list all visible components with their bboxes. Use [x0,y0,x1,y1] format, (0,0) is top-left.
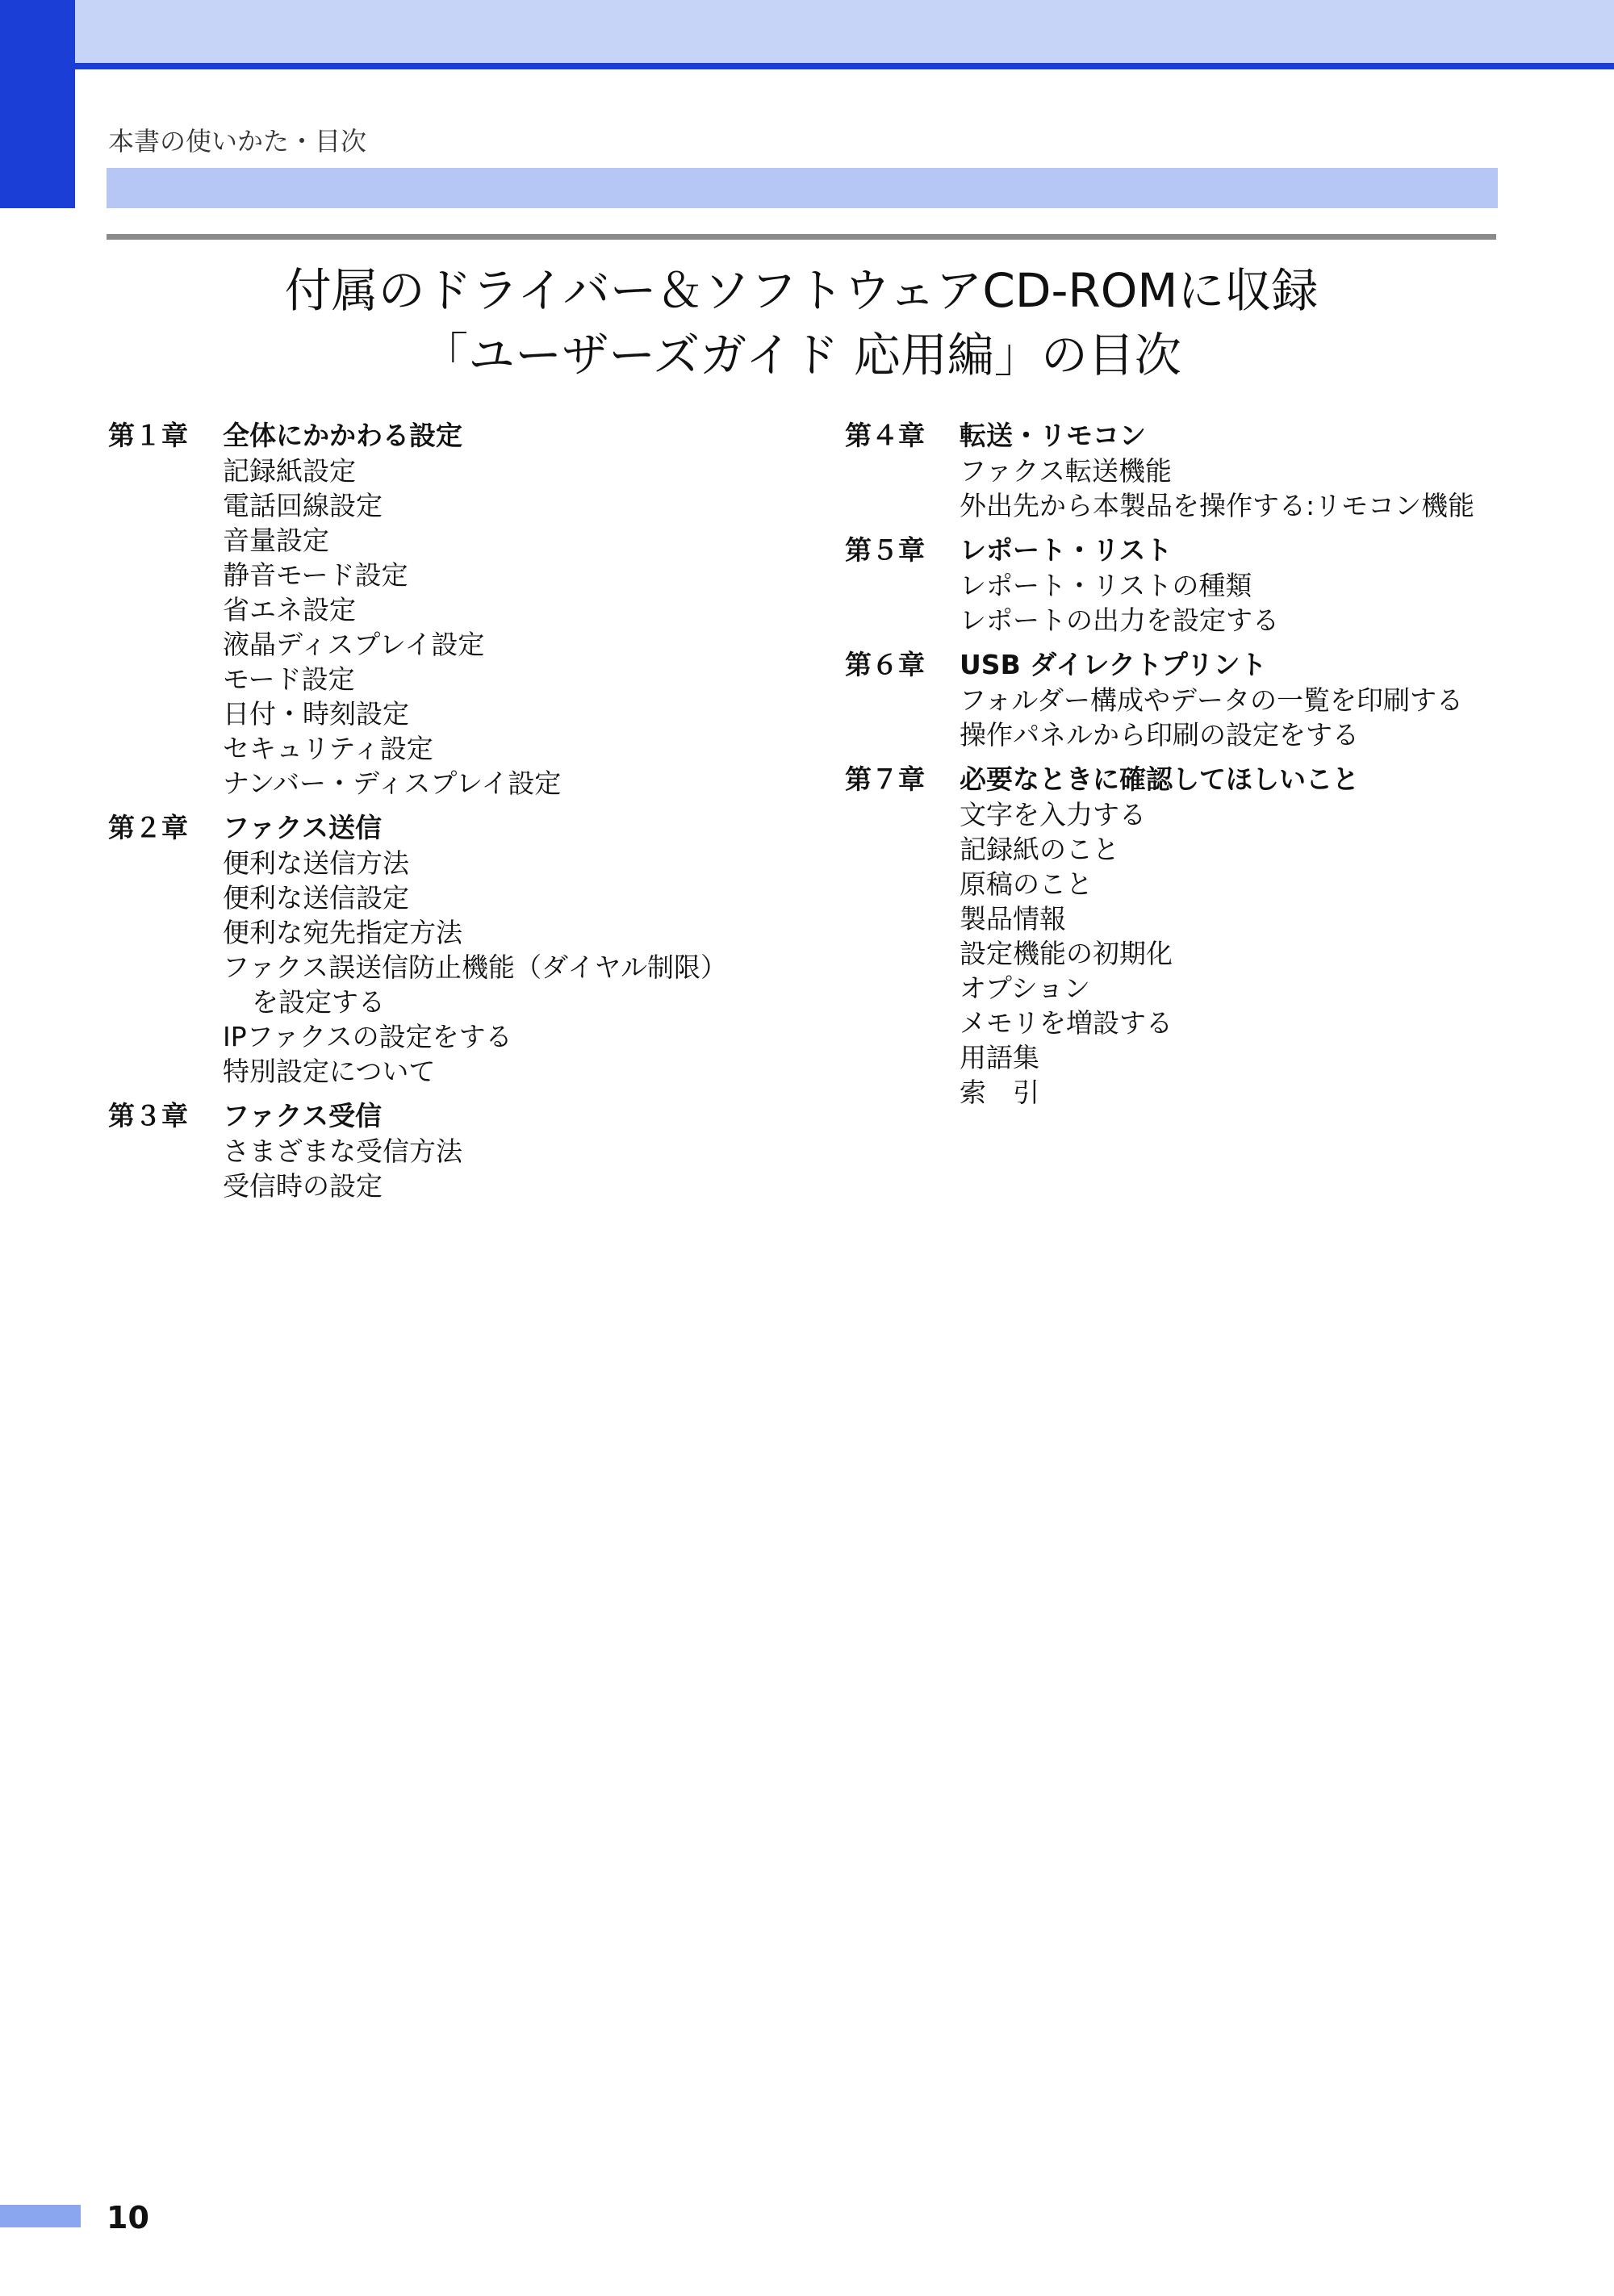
toc-item: 設定機能の初期化 [960,938,1173,969]
chapter-title: ファクス送信 [223,812,383,843]
toc-item: オプション [960,972,1091,1004]
chapter-3 [108,1098,802,1203]
toc-item: メモリを増設する [960,1007,1173,1039]
chapter-number: 第５章 [845,534,925,566]
chapter-7 [845,762,1539,1110]
chapter-heading [845,533,1539,568]
chapter-number: 第４章 [845,420,925,451]
chapter-items [960,797,1539,1110]
header-rule [0,63,1614,69]
toc-item: モード設定 [223,663,355,695]
toc-item: 電話回線設定 [223,490,383,521]
toc-item: 便利な送信設定 [223,882,409,914]
toc-left-column [108,418,802,1213]
page-number: 10 [107,2200,149,2235]
chapter-heading [845,647,1539,683]
toc-item: 便利な送信方法 [223,847,409,879]
title-rule [107,234,1496,240]
section-band [107,168,1498,208]
chapter-heading [108,810,802,846]
chapter-heading [845,418,1539,454]
chapter-1 [108,418,802,801]
chapter-heading [108,418,802,454]
toc-item: 日付・時刻設定 [223,698,409,730]
chapter-number: 第７章 [845,763,925,795]
page-title-line-2: 「ユーザーズガイド 応用編」の目次 [421,328,1181,383]
toc-item: 外出先から本製品を操作する:リモコン機能 [960,490,1475,521]
toc-right-column [845,418,1539,1119]
page-title [107,258,1496,387]
footer-tab [0,2205,81,2227]
chapter-number: 第３章 [108,1100,188,1131]
toc-item: レポートの出力を設定する [960,604,1279,636]
chapter-number: 第６章 [845,649,925,680]
toc-item: 製品情報 [960,903,1066,935]
chapter-title: 必要なときに確認してほしいこと [960,763,1359,795]
toc-item: 静音モード設定 [223,559,408,591]
toc-item: ファクス誤送信防止機能（ダイヤル制限） [223,951,728,983]
toc-item: 液晶ディスプレイ設定 [223,629,485,660]
toc-item: 索 引 [960,1077,1039,1108]
toc-item: 特別設定について [223,1056,436,1087]
toc-item: セキュリティ設定 [223,733,433,764]
toc-item: IPファクスの設定をする [223,1021,512,1052]
toc-item: 原稿のこと [960,868,1093,900]
chapter-title: 転送・リモコン [960,420,1146,451]
chapter-number: 第２章 [108,812,188,843]
chapter-title: ファクス受信 [223,1100,383,1131]
header-band [0,0,1614,66]
toc-item: 省エネ設定 [223,594,356,625]
chapter-items [223,454,802,801]
chapter-5 [845,533,1539,638]
chapter-items [960,454,1539,523]
chapter-title: 全体にかかわる設定 [223,420,462,451]
page-title-line-1: 付属のドライバー＆ソフトウェアCD-ROMに収録 [284,263,1319,318]
toc-item: 便利な宛先指定方法 [223,917,462,948]
chapter-2 [108,810,802,1089]
chapter-title: USB ダイレクトプリント [960,649,1267,680]
corner-tab [0,0,75,208]
toc-item: 受信時の設定 [223,1170,383,1202]
chapter-items [223,846,802,1089]
chapter-number: 第１章 [108,420,188,451]
toc-item: 文字を入力する [960,799,1146,830]
toc-item: フォルダー構成やデータの一覧を印刷する [960,684,1464,716]
toc-item: ファクス転送機能 [960,455,1173,487]
toc-item: 記録紙設定 [223,455,356,487]
toc-item: 音量設定 [223,525,329,556]
toc-item: レポート・リストの種類 [960,570,1252,601]
chapter-items [960,568,1539,638]
chapter-items [223,1134,802,1203]
chapter-4 [845,418,1539,523]
toc-item: 用語集 [960,1042,1039,1073]
chapter-6 [845,647,1539,752]
breadcrumb: 本書の使いかた・目次 [108,126,367,157]
toc-item: 操作パネルから印刷の設定をする [960,719,1359,751]
chapter-heading [845,762,1539,797]
toc-item: ナンバー・ディスプレイ設定 [223,767,562,799]
toc-item: 記録紙のこと [960,834,1119,865]
chapter-items [960,683,1539,752]
chapter-heading [108,1098,802,1134]
toc-item-continuation: を設定する [252,986,385,1018]
toc-item: さまざまな受信方法 [223,1135,462,1167]
chapter-title: レポート・リスト [960,534,1173,566]
